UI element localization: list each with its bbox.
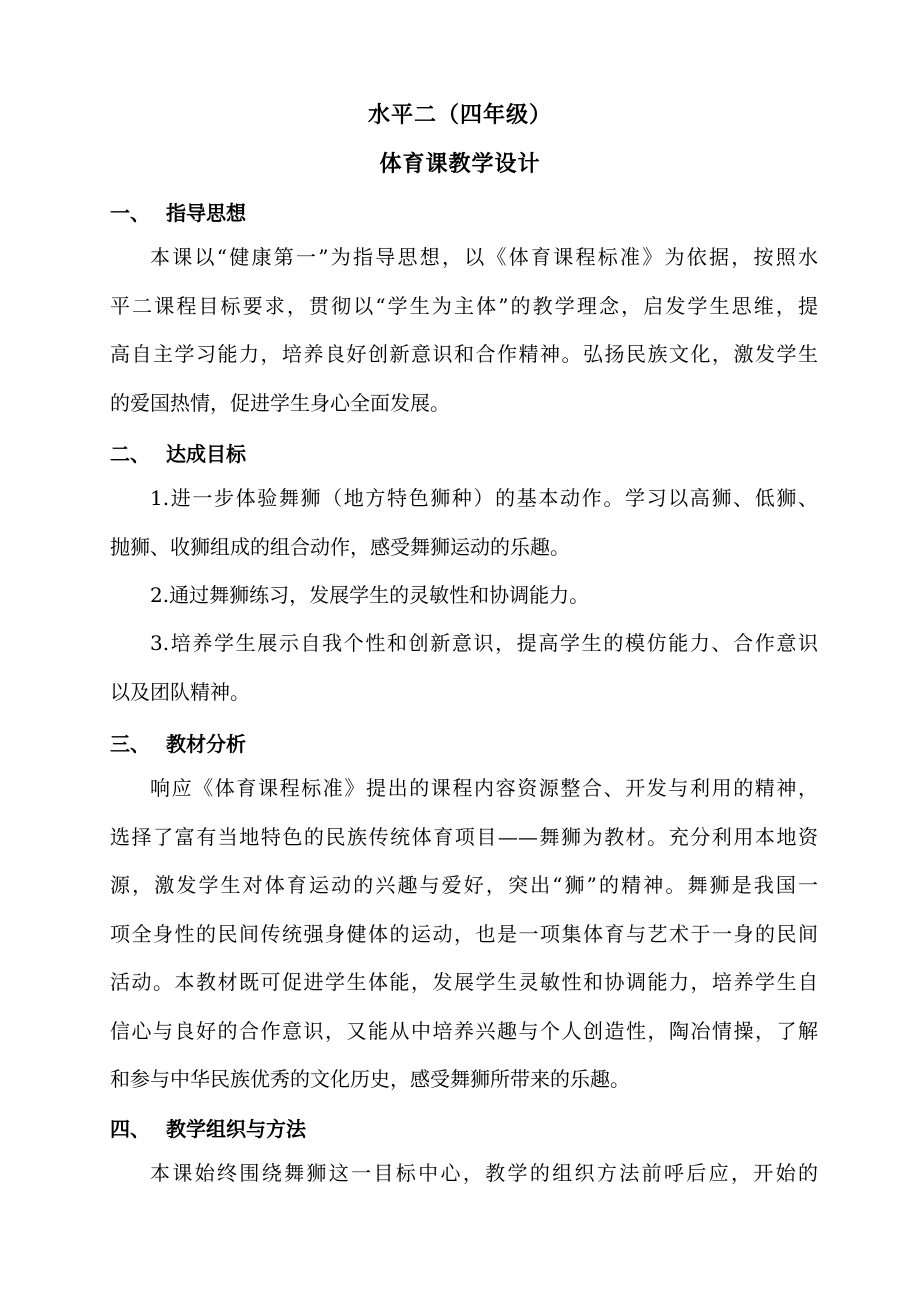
text-line: 的爱国热情，促进学生身心全面发展。 bbox=[110, 390, 450, 415]
section-title: 教学组织与方法 bbox=[166, 1117, 306, 1141]
section-2-paragraph-1 bbox=[110, 474, 818, 571]
text-line: 和参与中华民族优秀的文化历史，感受舞狮所带来的乐趣。 bbox=[110, 1067, 630, 1091]
text-line: 源，激发学生对体育运动的兴趣与爱好，突出“狮”的精神。舞狮是我国一 bbox=[110, 873, 818, 897]
text-line: 信心与良好的合作意识，又能从中培养兴趣与个人创造性，陶冶情操，了解 bbox=[110, 1018, 818, 1043]
section-title: 教材分析 bbox=[166, 732, 246, 756]
section-number: 二、 bbox=[110, 442, 150, 466]
section-heading-1 bbox=[110, 197, 246, 226]
section-number: 三、 bbox=[110, 732, 150, 756]
section-heading-3 bbox=[110, 728, 246, 757]
document-title-level: 水平二（四年级） bbox=[367, 102, 552, 128]
text-line: 本课以“健康第一”为指导思想，以《体育课程标准》为依据，按照水 bbox=[150, 245, 818, 269]
text-line: 高自主学习能力，培养良好创新意识和合作精神。弘扬民族文化，激发学生 bbox=[110, 342, 818, 366]
document-title-design: 体育课教学设计 bbox=[379, 151, 541, 177]
text-line: 平二课程目标要求，贯彻以“学生为主体”的教学理念，启发学生思维，提 bbox=[110, 293, 818, 318]
text-line: 本课始终围绕舞狮这一目标中心，教学的组织方法前呼后应，开始的 bbox=[150, 1161, 818, 1185]
text-line: 以及团队精神。 bbox=[110, 679, 250, 704]
section-2-paragraph-2 bbox=[110, 571, 818, 620]
text-line: 项全身性的民间传统强身健体的运动，也是一项集体育与艺术于一身的民间 bbox=[110, 921, 818, 946]
section-title: 指导思想 bbox=[166, 201, 246, 225]
section-2-paragraph-3 bbox=[110, 619, 818, 716]
section-number: 一、 bbox=[110, 201, 150, 225]
text-line: 响应《体育课程标准》提出的课程内容资源整合、开发与利用的精神， bbox=[150, 776, 818, 800]
text-line: 3.培养学生展示自我个性和创新意识，提高学生的模仿能力、合作意识 bbox=[150, 631, 818, 655]
text-line: 1.进一步体验舞狮（地方特色狮种）的基本动作。学习以高狮、低狮、 bbox=[150, 486, 818, 510]
text-line: 2.通过舞狮练习，发展学生的灵敏性和协调能力。 bbox=[150, 583, 590, 607]
section-title: 达成目标 bbox=[166, 442, 246, 466]
section-number: 四、 bbox=[110, 1117, 150, 1141]
section-1-paragraph bbox=[110, 233, 818, 427]
text-line: 活动。本教材既可促进学生体能，发展学生灵敏性和协调能力，培养学生自 bbox=[110, 970, 818, 994]
section-heading-4 bbox=[110, 1113, 306, 1142]
section-heading-2 bbox=[110, 438, 246, 467]
section-3-paragraph bbox=[110, 764, 818, 1104]
text-line: 抛狮、收狮组成的组合动作，感受舞狮运动的乐趣。 bbox=[110, 534, 570, 559]
section-4-paragraph bbox=[110, 1149, 818, 1198]
text-line: 选择了富有当地特色的民族传统体育项目——舞狮为教材。充分利用本地资 bbox=[110, 824, 818, 849]
